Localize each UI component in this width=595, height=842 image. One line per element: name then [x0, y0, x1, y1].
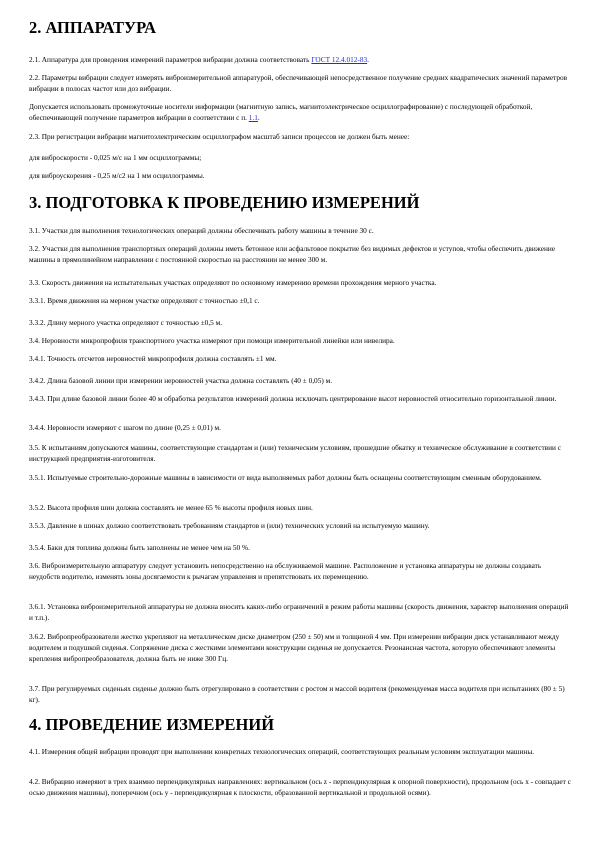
paragraph-2-1-end: .	[367, 55, 369, 64]
clause-link[interactable]: 1.1	[248, 113, 258, 122]
paragraph-3-4-3: 3.4.3. При длине базовой линии более 40 м обработка результатов измерений должна исключать центрирование высот неровностей относительно горизонтальной линии.	[29, 394, 557, 403]
paragraph-3-5-3: 3.5.3. Давление в шинах должно соответствовать требованиям стандартов и (или) технических условий на испытуемую машину.	[29, 521, 430, 530]
section-2-heading: 2. АППАРАТУРА	[29, 18, 157, 37]
paragraph-2-2: 2.2. Параметры вибрации следует измерять виброизмерительной аппаратурой, обеспечивающей непосредственное получение средних квадратических значений параметров вибрации в полосах частот или доз вибрации.	[29, 73, 568, 93]
paragraph-3-6-1: 3.6.1. Установка виброизмерительной аппаратуры не должна вносить каких-либо ограничений в режим работы машины (скорость движения, характер выполнения операций и т.п.).	[29, 602, 569, 622]
gost-link[interactable]: ГОСТ 12.4.012-83	[311, 55, 368, 64]
paragraph-2-1-text: 2.1. Аппаратура для проведения измерений параметров вибрации должна соответствовать	[29, 55, 312, 64]
paragraph-2-1	[29, 54, 369, 65]
paragraph-3-5: 3.5. К испытаниям допускаются машины, соответствующие стандартам и (или) техническим условиям, прошедшие обкатку и техническое обслуживание в соответствии с инструкцией предприятия-изготовителя.	[29, 443, 562, 463]
paragraph-3-3-1: 3.3.1. Время движения на мерном участке определяют с точностью ±0,1 с.	[29, 296, 260, 305]
paragraph-2-2-note	[29, 101, 574, 123]
paragraph-2-3: 2.3. При регистрации вибрации магнитоэлектрическим осциллографом масштаб записи процессов не должен быть менее:	[29, 132, 410, 141]
section-3-heading: 3. ПОДГОТОВКА К ПРОВЕДЕНИЮ ИЗМЕРЕНИЙ	[29, 193, 420, 212]
paragraph-3-4-4: 3.4.4. Неровности измеряют с шагом по длине (0,25 ± 0,01) м.	[29, 423, 221, 432]
paragraph-3-5-1: 3.5.1. Испытуемые строительно-дорожные машины в зависимости от вида выполняемых работ должны быть оснащены соответствующим сменным оборудованием.	[29, 473, 542, 482]
paragraph-2-3-velocity: для виброскорости - 0,025 м/с на 1 мм осциллограммы;	[29, 153, 202, 162]
paragraph-4-2: 4.2. Вибрацию измеряют в трех взаимно перпендикулярных направлениях: вертикальном (ось z - перпендикулярная к опорной поверхности), продольном (ось x - совпадает с осью движения машины), поперечном (ось y - перпендикулярная к плоскости, образованной вертикальной и продольной осями).	[29, 777, 571, 797]
paragraph-4-1: 4.1. Измерения общей вибрации проводят при выполнении конкретных технологических операций, соответствующих реальным условиям эксплуатации машины.	[29, 747, 535, 756]
paragraph-3-2: 3.2. Участки для выполнения транспортных операций должны иметь бетонное или асфальтовое покрытие без видимых дефектов и уступов, чтобы обеспечить движение машины в прямолинейном направлении с постоянной скоростью на расстоянии не менее 300 м.	[29, 244, 555, 264]
paragraph-2-2-note-text: Допускается использовать промежуточные носители информации (магнитную запись, магнитоэлектрическое осциллографирование) с последующей обработкой, обеспечивающей получение параметров вибрации в соответствии с п.	[29, 102, 533, 122]
paragraph-2-2-note-end: .	[257, 113, 260, 122]
paragraph-3-3-2: 3.3.2. Длину мерного участка определяют с точностью ±0,5 м.	[29, 318, 223, 327]
section-4-heading: 4. ПРОВЕДЕНИЕ ИЗМЕРЕНИЙ	[29, 715, 275, 734]
paragraph-3-6-2: 3.6.2. Вибропреобразователи жестко укрепляют на металлическом диске диаметром (250 ± 50) мм и толщиной 4 мм. При измерении вибрации диск устанавливают между водителем и подушкой сиденья. Сопряжение диска с жесткими элементами конструкции сиденья не допускается. Резонансная частота, которую обеспечивают элементы крепления вибропреобразователя, должна быть не ниже 300 Гц.	[29, 632, 560, 663]
paragraph-2-3-acceleration: для виброускорения - 0,25 м/с2 на 1 мм осциллограммы.	[29, 171, 205, 180]
paragraph-3-4-1: 3.4.1. Точность отсчетов неровностей микропрофиля должна составлять ±1 мм.	[29, 354, 277, 363]
paragraph-3-3: 3.3. Скорость движения на испытательных участках определяют по основному измерению времени прохождения мерного участка.	[29, 278, 437, 287]
paragraph-3-4: 3.4. Неровности микропрофиля транспортного участка измеряют при помощи измерительной линейки или нивелира.	[29, 336, 395, 345]
paragraph-3-5-4: 3.5.4. Баки для топлива должны быть заполнены не менее чем на 50 %.	[29, 543, 250, 552]
paragraph-3-7: 3.7. При регулируемых сиденьях сиденье должно быть отрегулировано в соответствии с ростом и массой водителя (рекомендуемая масса водителя при испытаниях (80 ± 5) кг).	[29, 684, 565, 704]
paragraph-3-4-2: 3.4.2. Длина базовой линии при измерении неровностей участка должна составлять (40 ± 0,05) м.	[29, 376, 333, 385]
paragraph-3-1: 3.1. Участки для выполнения технологических операций должны обеспечивать работу машины в течение 30 с.	[29, 226, 374, 235]
paragraph-3-5-2: 3.5.2. Высота профиля шин должна составлять не менее 65 % высоты профиля новых шин.	[29, 503, 313, 512]
paragraph-3-6: 3.6. Виброизмерительную аппаратуру следует установить непосредственно на обслуживаемой машине. Расположение и установка аппаратуры не должны создавать неудобств водителю, изменять зоны досягаемости к рычагам управления и препятствовать их перемещению.	[29, 561, 542, 581]
